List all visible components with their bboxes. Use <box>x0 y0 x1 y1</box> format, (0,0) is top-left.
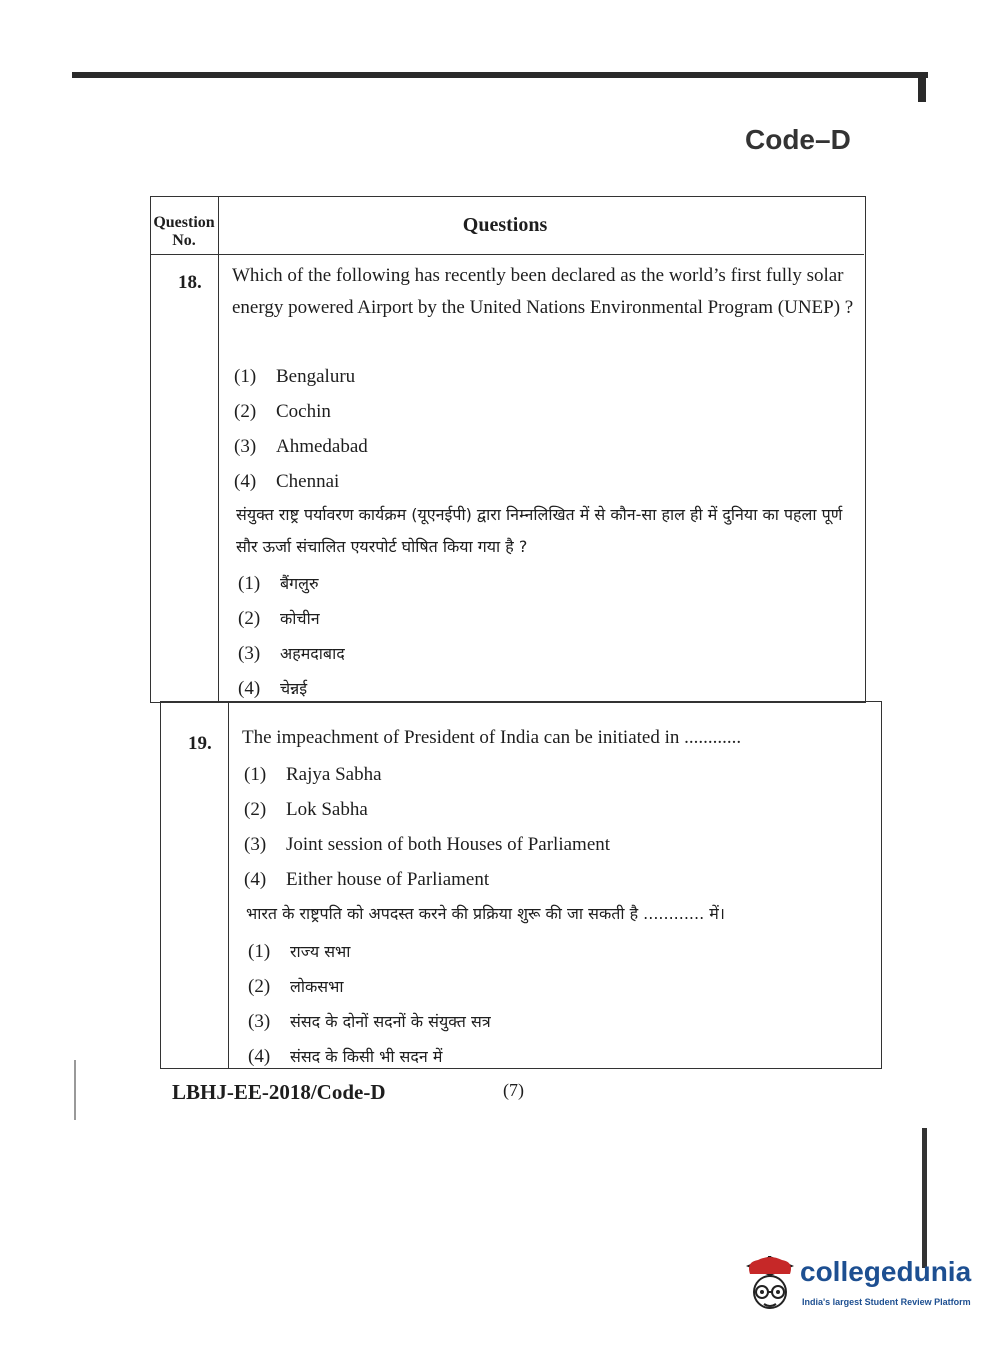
logo-tagline: India's largest Student Review Platform <box>802 1297 971 1307</box>
option-number: (2) <box>248 976 271 997</box>
option <box>244 764 382 786</box>
scan-mark <box>922 1128 927 1268</box>
option-text: Rajya Sabha <box>286 764 382 785</box>
option-hindi <box>248 1045 442 1068</box>
option-text: लोकसभा <box>290 977 344 996</box>
option-number: (2) <box>244 799 267 820</box>
column-divider <box>228 701 229 1069</box>
option-text: Ahmedabad <box>276 436 368 457</box>
option-hindi <box>248 1010 491 1033</box>
option-number: (1) <box>234 366 257 387</box>
header-question-no: Question No. <box>153 214 215 249</box>
corner-mark <box>918 72 926 102</box>
mascot-icon <box>742 1252 798 1314</box>
question-number: 18. <box>178 272 202 293</box>
option-hindi <box>238 572 319 595</box>
option-text: बैंगलुरु <box>280 574 319 593</box>
option-number: (1) <box>238 573 261 594</box>
option-hindi <box>248 975 344 998</box>
option-text: Either house of Parliament <box>286 869 490 890</box>
option-text: संसद के किसी भी सदन में <box>290 1047 443 1066</box>
option <box>244 834 610 856</box>
option-number: (1) <box>248 941 271 962</box>
question-text: Which of the following has recently been declared as the world’s first fully solar energy powered Airport by the United Nations Environmental Program (UNEP) ? <box>232 265 854 318</box>
option-hindi <box>248 940 350 963</box>
code-label: Code–D <box>745 124 851 155</box>
option-number: (4) <box>234 471 257 492</box>
option <box>234 401 331 423</box>
logo-name: collegedunia <box>800 1256 972 1287</box>
option-hindi <box>238 607 320 630</box>
option <box>234 366 355 388</box>
option-number: (2) <box>238 608 261 629</box>
option-number: (4) <box>238 678 261 699</box>
option <box>234 436 368 458</box>
option <box>244 799 368 821</box>
option-text: Joint session of both Houses of Parliament <box>286 834 611 855</box>
option-text: Bengaluru <box>276 366 356 387</box>
header-questions: Questions <box>462 214 548 236</box>
collegedunia-logo <box>742 1252 972 1316</box>
question-number: 19. <box>188 733 212 754</box>
option-text: Lok Sabha <box>286 799 368 820</box>
option-number: (3) <box>244 834 267 855</box>
option-number: (4) <box>244 869 267 890</box>
option-number: (2) <box>234 401 257 422</box>
page-number: (7) <box>503 1080 524 1100</box>
question-text-hindi: संयुक्त राष्ट्र पर्यावरण कार्यक्रम (यूएनईपी) द्वारा निम्नलिखित में से कौन-सा हाल ही में दुनिया का पहला पूर्ण सौर ऊर्जा संचालित एयरपोर्ट घोषित किया गया है ? <box>236 505 843 556</box>
option-text: अहमदाबाद <box>280 644 345 663</box>
option-text: चेन्नई <box>280 679 308 698</box>
option-number: (3) <box>248 1011 271 1032</box>
option-text: संसद के दोनों सदनों के संयुक्त सत्र <box>290 1012 491 1031</box>
option-hindi <box>238 677 307 700</box>
option-text: Chennai <box>276 471 340 492</box>
top-rule <box>72 72 928 78</box>
question-text: The impeachment of President of India can be initiated in ............ <box>242 727 742 748</box>
option-text: Cochin <box>276 401 331 422</box>
footer-code: LBHJ-EE-2018/Code-D <box>172 1080 386 1104</box>
option-number: (3) <box>238 643 261 664</box>
option-number: (1) <box>244 764 267 785</box>
scan-mark <box>74 1060 76 1120</box>
question-text-hindi: भारत के राष्ट्रपति को अपदस्त करने की प्रक्रिया शुरू की जा सकती है ............ में। <box>246 904 725 923</box>
column-divider <box>218 196 219 701</box>
option-number: (3) <box>234 436 257 457</box>
option-text: कोचीन <box>280 609 320 628</box>
option-hindi <box>238 642 345 665</box>
table-header <box>150 196 864 255</box>
option-text: राज्य सभा <box>290 942 351 961</box>
option-number: (4) <box>248 1046 271 1067</box>
option <box>234 471 339 493</box>
option <box>244 869 489 891</box>
question-table <box>150 196 882 1072</box>
